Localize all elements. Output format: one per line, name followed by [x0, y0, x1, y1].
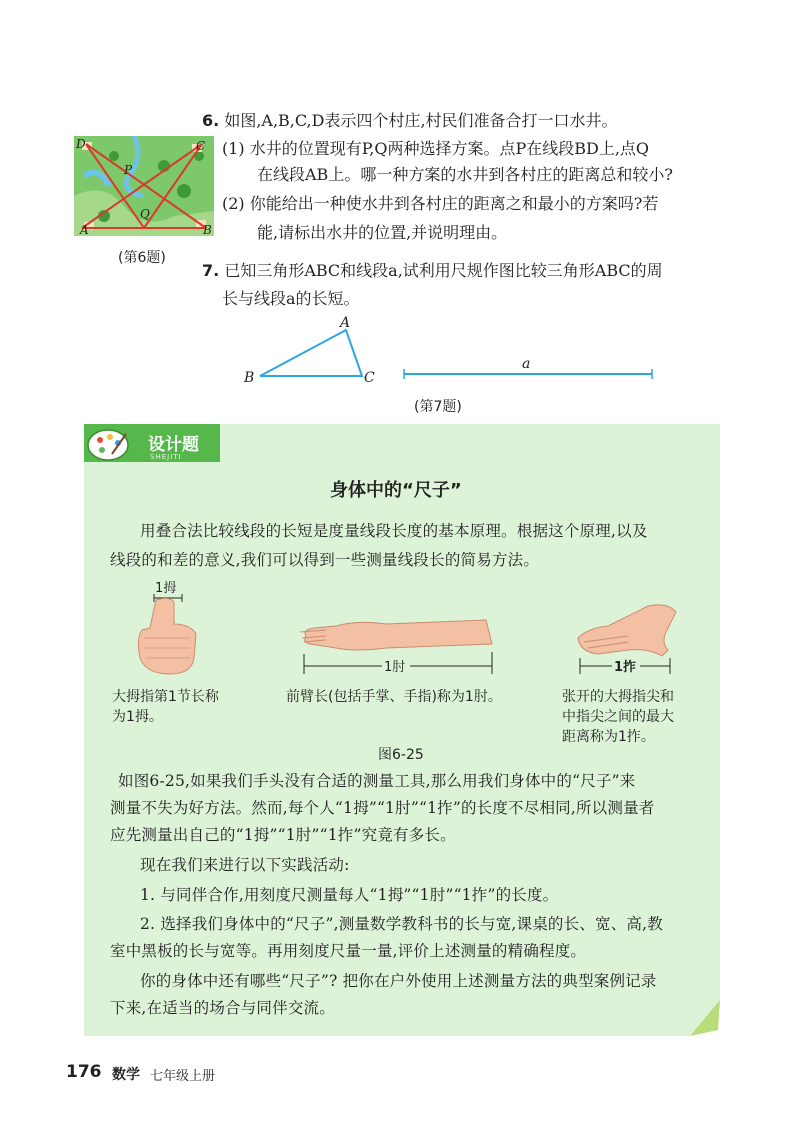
hand-caption-line3: 距离称为1拃。: [562, 729, 655, 745]
q6-sub2-number: (2): [222, 194, 245, 213]
map-label-p: P: [124, 163, 133, 177]
map-label-q: Q: [140, 207, 150, 221]
village-map-figure: [74, 136, 214, 236]
page-curl: [690, 1000, 726, 1036]
design-para2-line3: 应先测量出自己的“1拇”“1肘”“1拃”究竟有多长。: [110, 826, 456, 844]
segment-label-a: a: [522, 356, 531, 372]
forearm-figure: [296, 602, 500, 676]
design-para1-line1: 用叠合法比较线段的长短是度量线段长度的基本原理。根据这个原理,以及: [140, 522, 648, 540]
forearm-label: 1肘: [384, 660, 406, 675]
q6-sub2: [222, 193, 658, 215]
footer-subject: 数学: [112, 1067, 140, 1083]
palette-icon: [86, 428, 130, 462]
design-para3: 现在我们来进行以下实践活动:: [140, 856, 350, 874]
triangle-abc: [260, 330, 362, 376]
q6-sub2-line2: 能,请标出水井的位置,并说明理由。: [257, 223, 508, 242]
design-tab-title: 设计题: [148, 435, 199, 455]
map-label-a: A: [80, 223, 89, 236]
design-para4-line1: 你的身体中还有哪些“尺子”? 把你在户外使用上述测量方法的典型案例记录: [140, 972, 657, 990]
q7-caption: (第7题): [414, 399, 462, 415]
design-item2-line1: 2. 选择我们身体中的“尺子”,测量数学教科书的长与宽,课桌的长、宽、高,教: [140, 915, 663, 933]
q7-figure: [236, 316, 666, 390]
map-label-c: C: [196, 139, 206, 153]
q6-intro: 如图,A,B,C,D表示四个村庄,村民们准备合打一口水井。: [224, 111, 618, 130]
design-para2-line1: 如图6-25,如果我们手头没有合适的测量工具,那么用我们身体中的“尺子”来: [118, 772, 636, 790]
design-item2-line2: 室中黑板的长与宽等。再用刻度尺量一量,评价上述测量的精确程度。: [110, 942, 587, 960]
thumb-caption-line2: 为1拇。: [112, 709, 163, 725]
map-label-b: B: [203, 223, 212, 236]
q7-number: 7.: [202, 261, 220, 280]
hand-span-label: 1拃: [614, 660, 637, 675]
triangle-label-c: C: [364, 370, 375, 386]
q6-number: 6.: [202, 111, 220, 130]
hand-caption-line2: 中指尖之间的最大: [562, 709, 674, 725]
page-number: 176: [66, 1062, 102, 1082]
map-label-d: D: [76, 137, 86, 151]
design-para4-line2: 下来,在适当的场合与同伴交流。: [110, 999, 335, 1017]
q6-sub1-line2: 在线段AB上。哪一种方案的水井到各村庄的距离总和较小?: [257, 165, 673, 184]
q6-sub1-line1: 水井的位置现有P,Q两种选择方案。点P在线段BD上,点Q: [249, 139, 650, 158]
q6-caption: (第6题): [118, 250, 166, 266]
design-item1: 1. 与同伴合作,用刻度尺测量每人“1拇”“1肘”“1拃”的长度。: [140, 886, 559, 904]
hand-span-figure: [568, 598, 688, 678]
thumb-label: 1拇: [155, 581, 177, 596]
triangle-label-b: B: [244, 370, 255, 386]
footer-grade: 七年级上册: [150, 1069, 216, 1084]
thumb-caption-line1: 大拇指第1节长称: [112, 689, 219, 705]
q7-line2: 长与线段a的长短。: [222, 289, 360, 308]
forearm-caption: 前臂长(包括手掌、手指)称为1肘。: [286, 689, 502, 705]
figure-caption: 图6-25: [378, 747, 424, 763]
design-para1-line2: 线段的和差的意义,我们可以得到一些测量线段长的简易方法。: [110, 551, 540, 569]
thumb-figure: [130, 578, 210, 678]
q6-sub2-line1: 你能给出一种使水井到各村庄的距离之和最小的方案吗?若: [249, 194, 659, 213]
design-title: 身体中的“尺子”: [330, 480, 462, 501]
design-para2-line2: 测量不失为好方法。然而,每个人“1拇”“1肘”“1拃”的长度不尽相同,所以测量者: [110, 799, 655, 817]
design-tab-subtitle: SHEJITI: [150, 453, 182, 461]
hand-caption-line1: 张开的大拇指尖和: [562, 689, 674, 705]
q7-line1: 已知三角形ABC和线段a,试利用尺规作图比较三角形ABC的周: [224, 261, 663, 280]
q6-intro-line: [202, 110, 618, 132]
q6-sub1: [222, 138, 649, 160]
q7-line1-wrap: [202, 260, 663, 282]
triangle-label-a: A: [340, 316, 351, 331]
q6-sub1-number: (1): [222, 139, 245, 158]
